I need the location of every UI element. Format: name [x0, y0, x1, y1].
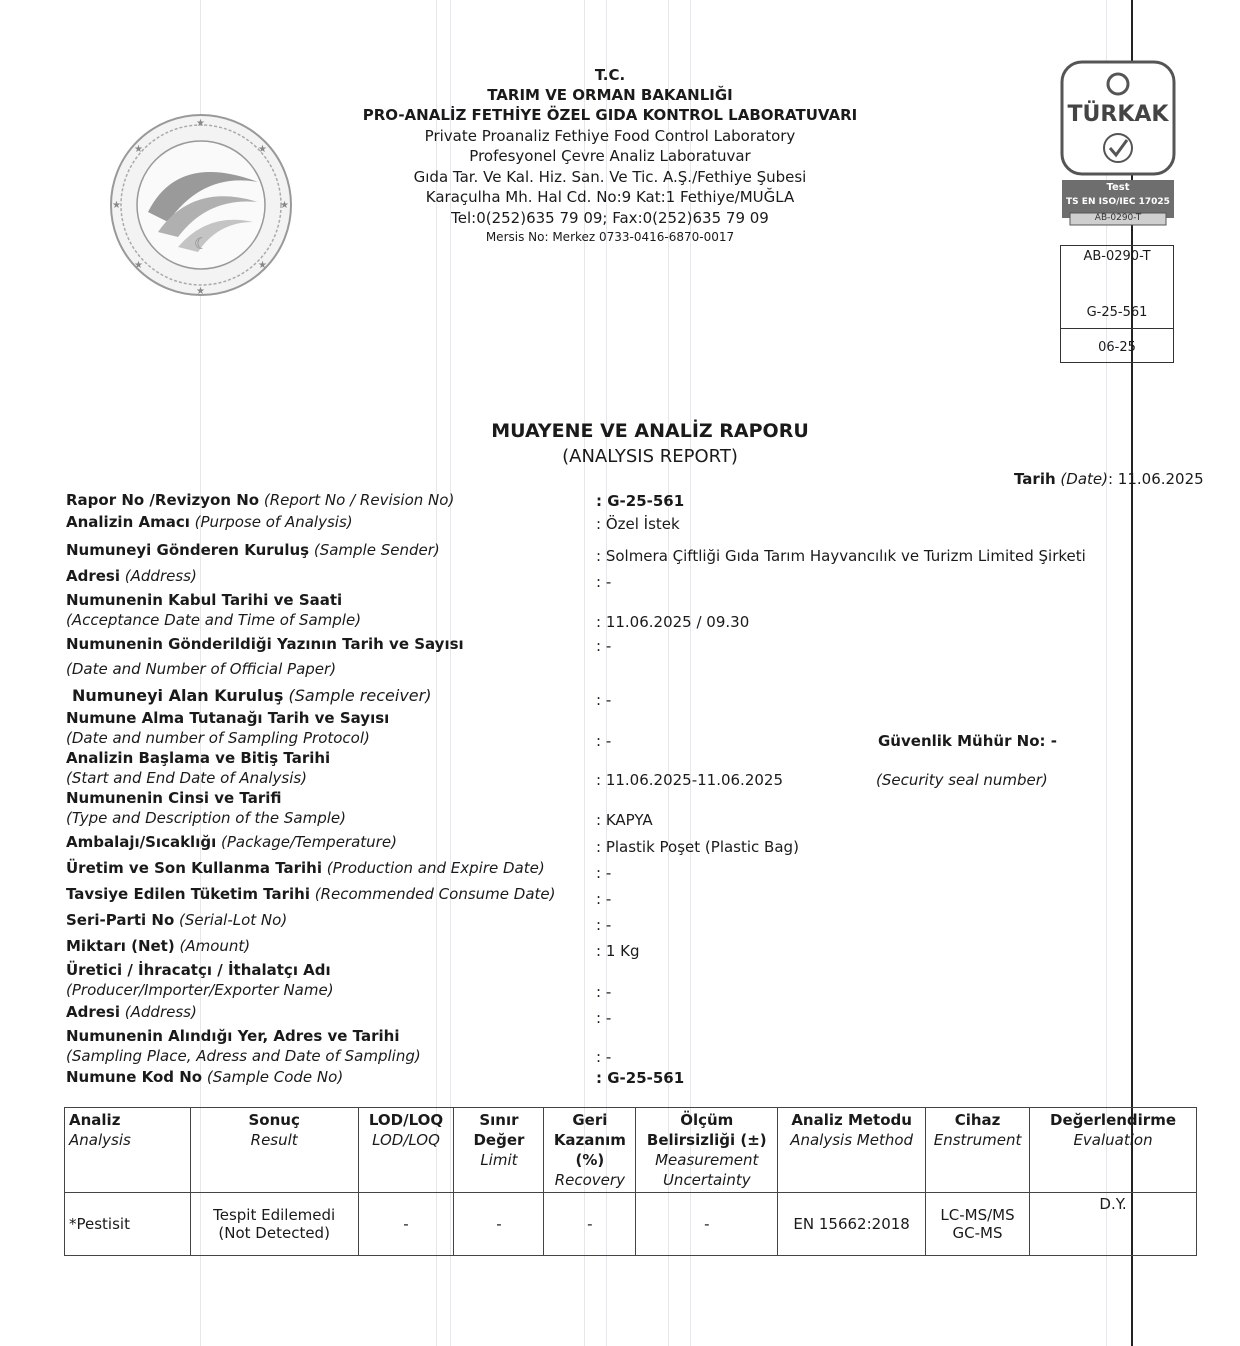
svg-text:★: ★	[134, 144, 143, 155]
field-sampling-place-value: : -	[596, 1048, 612, 1066]
field-sender-value: : Solmera Çiftliği Gıda Tarım Hayvancılık ve Turizm Limited Şirketi	[596, 547, 1086, 565]
field-producer-label-en: (Producer/Importer/Exporter Name)	[66, 981, 334, 999]
field-report-no-label: Rapor No /Revizyon No (Report No / Revision No)	[66, 491, 455, 509]
field-serial-value: : -	[596, 916, 612, 934]
header-tc: T.C.	[594, 66, 626, 84]
header-ministry: TARIM VE ORMAN BAKANLIĞI	[487, 86, 733, 104]
accreditation-code: AB-0290-T	[1083, 249, 1151, 264]
field-analysis-dates-value: : 11.06.2025-11.06.2025	[596, 771, 784, 789]
field-package-value: : Plastik Poşet (Plastic Bag)	[596, 838, 799, 856]
col-header-device: Cihaz Enstrument	[926, 1108, 1030, 1193]
header-company: Gıda Tar. Ve Kal. Hiz. San. Ve Tic. A.Ş./Fethiye Şubesi	[413, 168, 807, 186]
field-producer-label: Üretici / İhracatçı / İthalatçı Adı	[66, 961, 331, 979]
field-sample-code-label: Numune Kod No (Sample Code No)	[66, 1068, 344, 1086]
field-purpose-value: : Özel İstek	[596, 515, 680, 533]
field-sample-type-label-en: (Type and Description of the Sample)	[66, 809, 346, 827]
report-date	[1014, 470, 1204, 488]
svg-text:☾: ☾	[194, 234, 209, 253]
security-seal-label: Güvenlik Mühür No: -	[878, 732, 1057, 750]
cell-analysis: *Pestisit	[65, 1193, 191, 1256]
field-serial-label: Seri-Parti No (Serial-Lot No)	[66, 911, 288, 929]
field-production-label: Üretim ve Son Kullanma Tarihi (Production and Expire Date)	[66, 859, 545, 877]
field-analysis-dates-label-en: (Start and End Date of Analysis)	[66, 769, 308, 787]
col-header-result: Sonuç Result	[190, 1108, 358, 1193]
field-report-no-value: : G-25-561	[596, 492, 685, 510]
field-sender-label: Numuneyi Gönderen Kuruluş (Sample Sender)	[66, 541, 440, 559]
field-receiver-value: : -	[596, 691, 612, 709]
svg-text:★: ★	[112, 200, 121, 211]
col-header-recovery: Geri Kazanım (%) Recovery	[544, 1108, 636, 1193]
header-phone: Tel:0(252)635 79 09; Fax:0(252)635 79 09	[451, 209, 769, 227]
field-sample-code-value: : G-25-561	[596, 1069, 685, 1087]
svg-text:★: ★	[280, 200, 289, 211]
table-header-row	[65, 1108, 1197, 1193]
cell-evaluation: D.Y.	[1030, 1193, 1197, 1256]
date-label-en: (Date)	[1060, 470, 1108, 488]
header-lab-name: PRO-ANALİZ FETHİYE ÖZEL GIDA KONTROL LABORATUVARI	[362, 106, 858, 124]
field-sample-type-label: Numunenin Cinsi ve Tarifi	[66, 789, 282, 807]
field-acceptance-value: : 11.06.2025 / 09.30	[596, 613, 750, 631]
field-analysis-dates-label: Analizin Başlama ve Bitiş Tarihi	[66, 749, 331, 767]
field-address-label: Adresi (Address)	[66, 567, 197, 585]
cell-result: Tespit Edilemedi (Not Detected)	[190, 1193, 358, 1256]
field-official-paper-label-en: (Date and Number of Official Paper)	[66, 660, 337, 678]
col-header-uncertainty: Ölçüm Belirsizliği (±) Measurement Uncertainty	[636, 1108, 778, 1193]
header-mersis: Mersis No: Merkez 0733-0416-6870-0017	[485, 230, 735, 244]
field-sampling-place-label-en: (Sampling Place, Adress and Date of Sampling)	[66, 1047, 421, 1065]
cell-uncertainty: -	[636, 1193, 778, 1256]
field-sampling-protocol-value: : -	[596, 732, 612, 750]
svg-text:★: ★	[134, 260, 143, 271]
security-seal-label-en: (Security seal number)	[876, 771, 1048, 789]
turkak-logo-text: TÜRKAK	[1067, 102, 1169, 127]
field-acceptance-label-en: (Acceptance Date and Time of Sample)	[66, 611, 362, 629]
turkak-accreditation-logo	[1060, 60, 1176, 230]
field-recommended-label: Tavsiye Edilen Tüketim Tarihi (Recommended Consume Date)	[66, 885, 556, 903]
accreditation-code-box	[1060, 245, 1174, 363]
field-address2-label: Adresi (Address)	[66, 1003, 197, 1021]
field-amount-label: Miktarı (Net) (Amount)	[66, 937, 251, 955]
cell-device: LC-MS/MS GC-MS	[926, 1193, 1030, 1256]
turkak-standard: TS EN ISO/IEC 17025	[1066, 197, 1170, 207]
turkak-test-label: Test	[1106, 182, 1130, 193]
col-header-evaluation: Değerlendirme Evaluation	[1030, 1108, 1197, 1193]
results-table	[64, 1107, 1197, 1256]
field-recommended-value: : -	[596, 890, 612, 908]
svg-text:★: ★	[196, 286, 205, 297]
ministry-seal-logo	[108, 112, 294, 298]
report-subtitle: (ANALYSIS REPORT)	[562, 446, 738, 467]
svg-text:★: ★	[258, 144, 267, 155]
date-value: : 11.06.2025	[1107, 470, 1204, 488]
date-label: Tarih	[1014, 470, 1056, 488]
field-sampling-protocol-label: Numune Alma Tutanağı Tarih ve Sayısı	[66, 709, 390, 727]
header-env-lab: Profesyonel Çevre Analiz Laboratuvar	[469, 147, 751, 165]
cell-lod: -	[358, 1193, 454, 1256]
header-lab-name-en: Private Proanaliz Fethiye Food Control Laboratory	[424, 127, 796, 145]
field-sampling-place-label: Numunenin Alındığı Yer, Adres ve Tarihi	[66, 1027, 400, 1045]
report-title: MUAYENE VE ANALİZ RAPORU	[491, 420, 809, 442]
field-acceptance-label: Numunenin Kabul Tarihi ve Saati	[66, 591, 343, 609]
field-address2-value: : -	[596, 1009, 612, 1027]
col-header-lod: LOD/LOQ LOD/LOQ	[358, 1108, 454, 1193]
field-production-value: : -	[596, 864, 612, 882]
box-date: 06-25	[1098, 340, 1136, 355]
cell-recovery: -	[544, 1193, 636, 1256]
box-report-no: G-25-561	[1086, 305, 1148, 320]
cell-method: EN 15662:2018	[778, 1193, 926, 1256]
cell-limit: -	[454, 1193, 544, 1256]
field-sampling-protocol-label-en: (Date and number of Sampling Protocol)	[66, 729, 370, 747]
field-official-paper-value: : -	[596, 637, 612, 655]
col-header-analysis: Analiz Analysis	[65, 1108, 191, 1193]
field-receiver-label: Numuneyi Alan Kuruluş (Sample receiver)	[72, 686, 432, 705]
header-address: Karaçulha Mh. Hal Cd. No:9 Kat:1 Fethiye/MUĞLA	[425, 188, 795, 206]
col-header-method: Analiz Metodu Analysis Method	[778, 1108, 926, 1193]
field-purpose-label: Analizin Amacı (Purpose of Analysis)	[66, 513, 353, 531]
field-address-value: : -	[596, 573, 612, 591]
col-header-limit: Sınır Değer Limit	[454, 1108, 544, 1193]
svg-text:★: ★	[196, 118, 205, 129]
field-package-label: Ambalajı/Sıcaklığı (Package/Temperature)	[66, 833, 397, 851]
field-amount-value: : 1 Kg	[596, 942, 640, 960]
svg-text:★: ★	[258, 260, 267, 271]
field-sample-type-value: : KAPYA	[596, 811, 653, 829]
table-row	[65, 1193, 1197, 1256]
field-official-paper-label: Numunenin Gönderildiği Yazının Tarih ve Sayısı	[66, 635, 464, 653]
turkak-logo-code: AB-0290-T	[1094, 213, 1142, 223]
field-producer-value: : -	[596, 983, 612, 1001]
